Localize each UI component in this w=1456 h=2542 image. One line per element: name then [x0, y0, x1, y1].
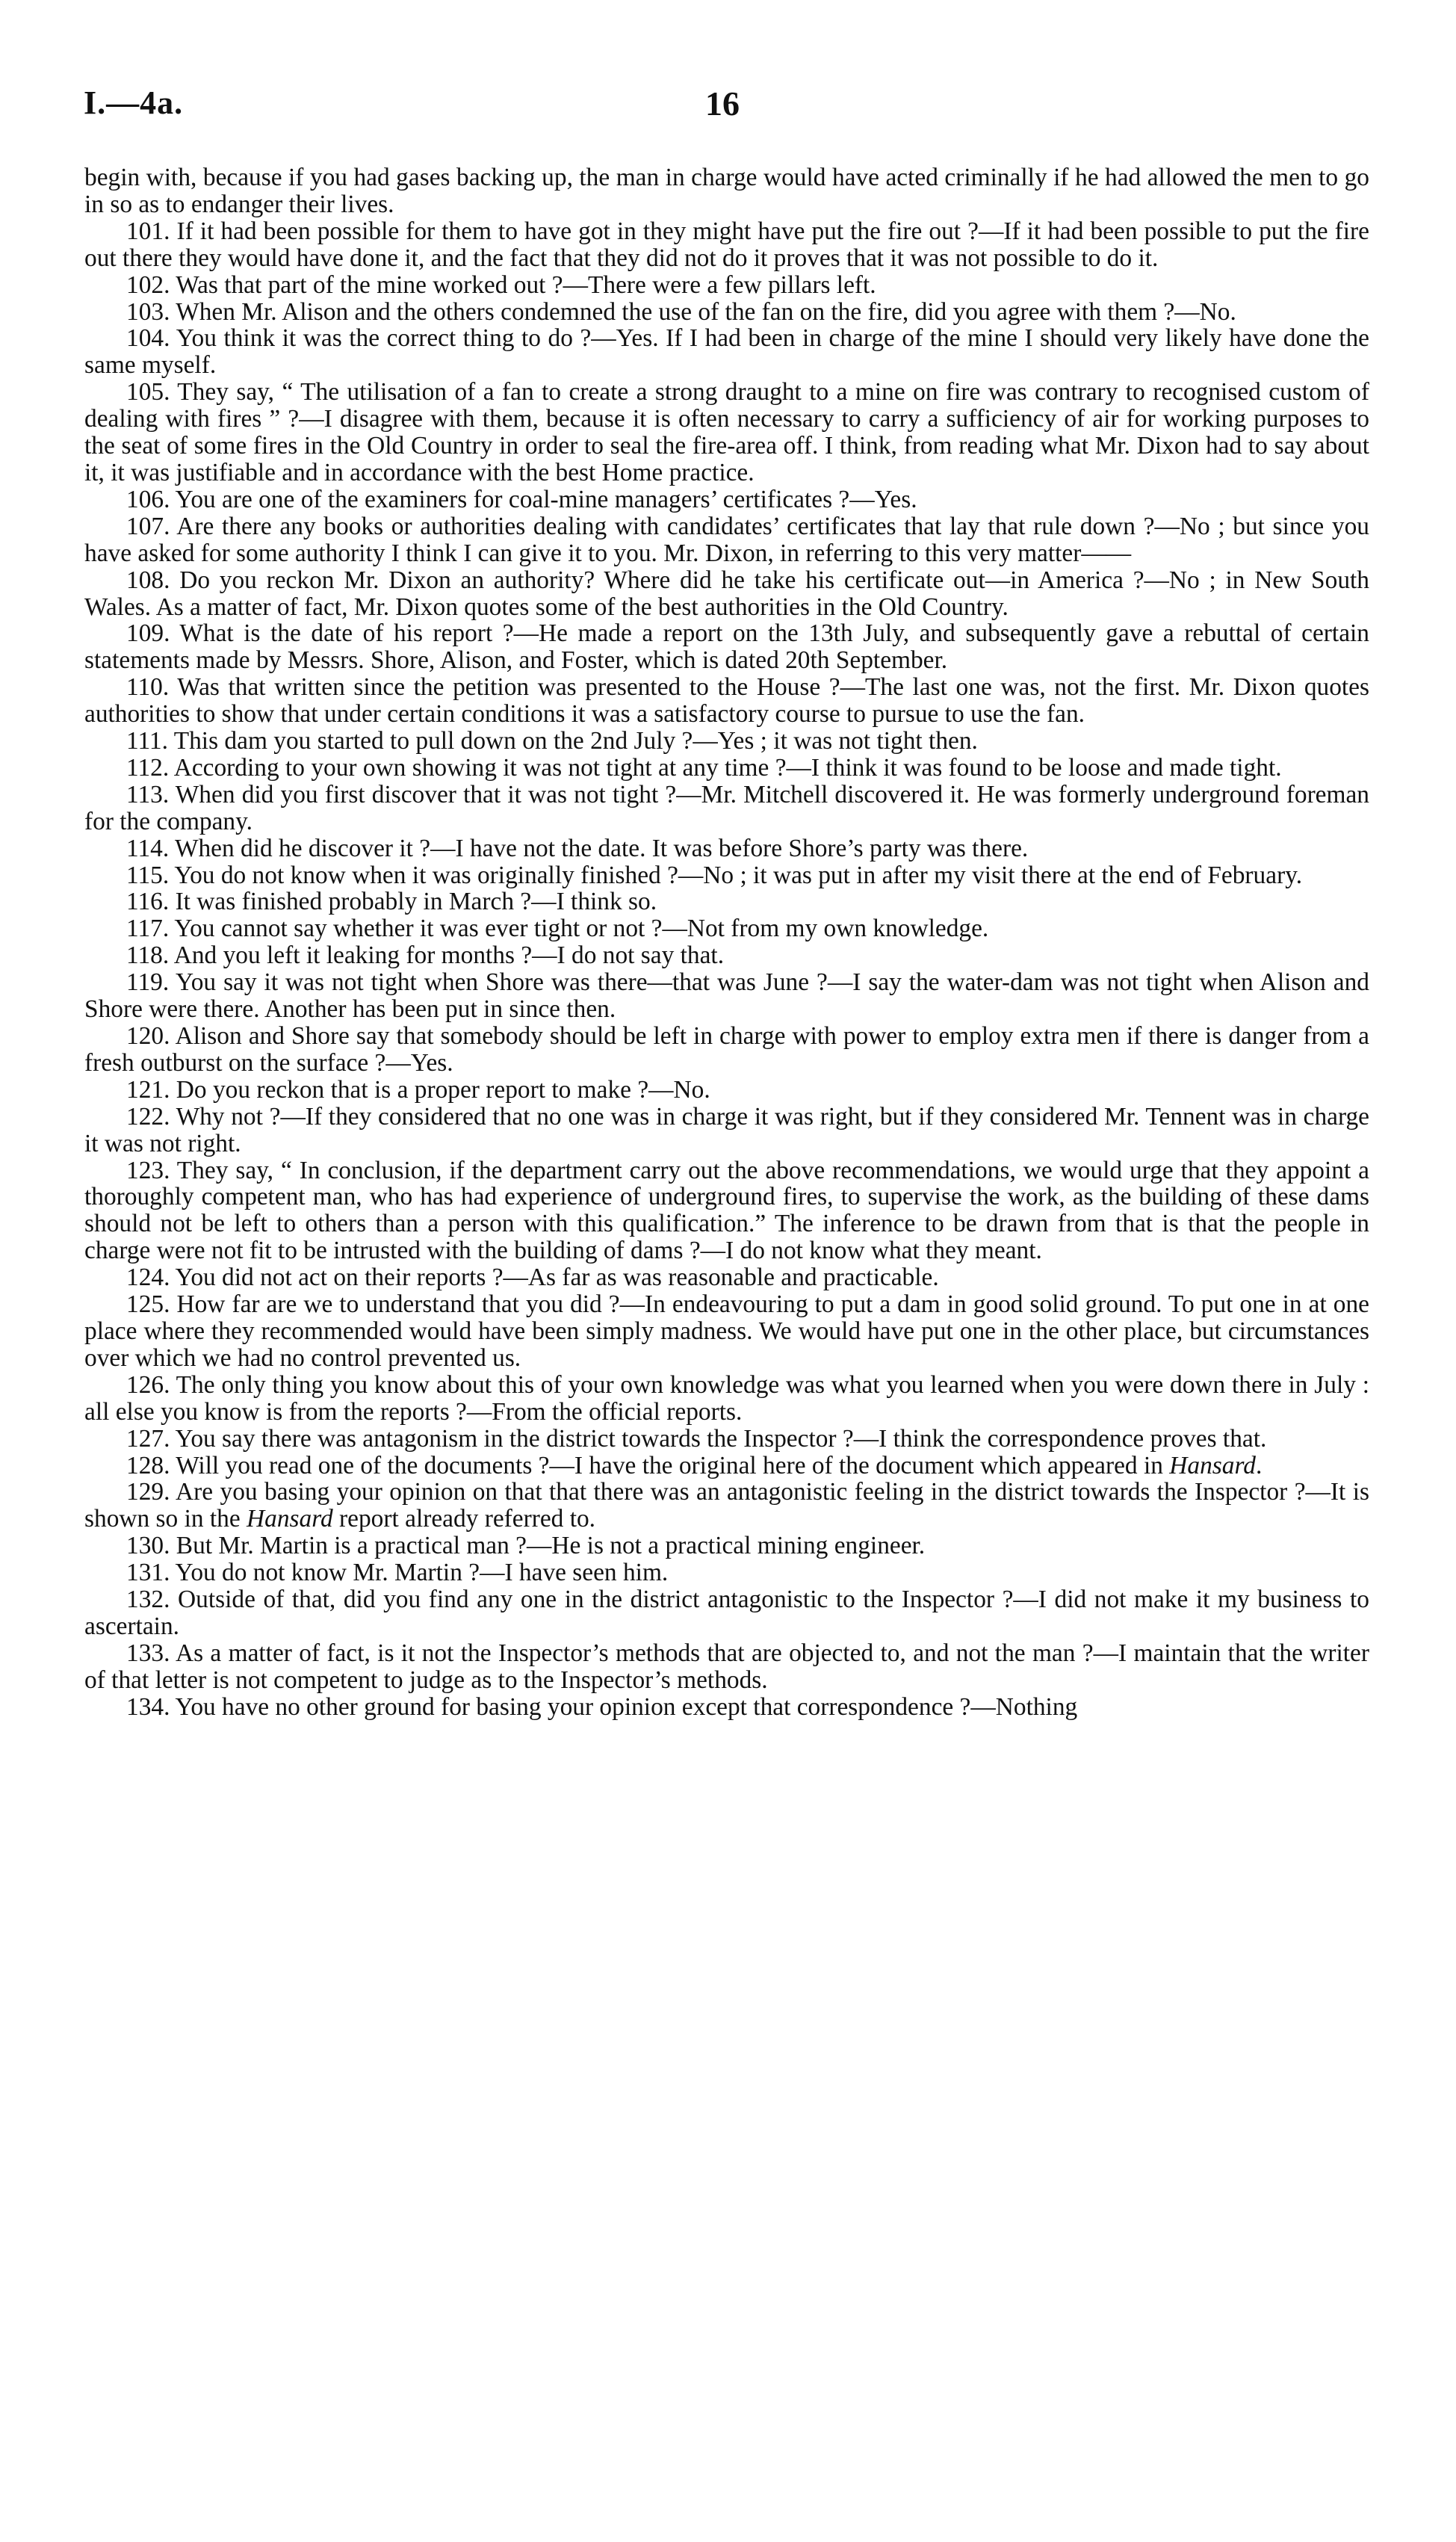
paragraph-text: But Mr. Martin is a practical man ?—He is not a practical mining engineer. [176, 1532, 926, 1560]
question-number: 111. [126, 727, 168, 755]
question-number: 132. [126, 1586, 170, 1614]
paragraph-text: The only thing you know about this of your own knowledge was what you learned when you were down there in July : all else you know is from the reports ?—From the official reports. [84, 1370, 1370, 1426]
paragraph-text: You did not act on their reports ?—As far as was reasonable and practicable. [175, 1264, 939, 1292]
question-number: 121. [126, 1075, 170, 1104]
question-number: 134. [126, 1692, 170, 1721]
paragraph [84, 888, 1369, 915]
paragraph-text: They say, “ The utilisation of a fan to create a strong draught to a mine on fire was contrary to recognised custom of dealing with fires ” ?—I disagree with them, because it is often necessary to carry a sufficiency of air for working purposes to the seat of some fires in the Old Country in order to seal the fire-area off. I think, from reading what Mr. Dixon had to say about it, it was justifiable and in accordance with the best Home practice. [84, 378, 1369, 486]
paragraph-text: Do you reckon Mr. Dixon an authority? Where did he take his certificate out—in America ?—No ; in New South Wales. As a matter of fact, Mr. Dixon quotes some of the best authorities in the Old Country. [84, 566, 1369, 621]
question-number: 102. [126, 270, 170, 299]
question-number: 110. [126, 673, 170, 702]
paragraph-text: Alison and Shore say that somebody should be left in charge with power to employ extra men if there is danger from a fresh outburst on the surface ?—Yes. [84, 1022, 1369, 1077]
question-number: 112. [126, 753, 170, 782]
paragraph-text: You are one of the examiners for coal-mine managers’ certificates ?—Yes. [175, 485, 917, 513]
question-number: 107. [126, 512, 170, 540]
paragraph-text: begin with, because if you had gases backing up, the man in charge would have acted criminally if he had allowed the men to go in so as to endanger their lives. [84, 164, 1369, 218]
paragraph [84, 969, 1369, 1023]
page-number: 16 [705, 84, 740, 123]
question-number: 122. [126, 1102, 170, 1131]
question-number: 113. [126, 780, 170, 808]
paragraph-text: And you left it leaking for months ?—I do not say that. [173, 941, 725, 970]
paragraph [84, 728, 1369, 755]
paragraph [84, 325, 1369, 379]
question-number: 127. [126, 1424, 170, 1453]
paragraph-text: You have no other ground for basing your opinion except that correspondence ?—Nothing [175, 1692, 1078, 1721]
question-number: 124. [126, 1264, 170, 1292]
paragraph [84, 835, 1369, 862]
paragraph [84, 299, 1369, 326]
question-number: 126. [126, 1370, 170, 1399]
paragraph [84, 1291, 1369, 1372]
paragraph-text: It was finished probably in March ?—I think so. [175, 888, 657, 916]
paragraph-text: You think it was the correct thing to do ?—Yes. If I had been in charge of the mine I should very likely have done the same myself. [84, 324, 1369, 380]
question-number: 118. [126, 941, 170, 970]
paragraph [84, 862, 1369, 889]
paragraph [84, 164, 1369, 218]
paragraph [84, 1586, 1369, 1640]
question-number: 105. [126, 378, 170, 406]
paragraph-text: Outside of that, did you find any one in the district antagonistic to the Inspector ?—I did not make it my business to ascertain. [84, 1586, 1369, 1640]
question-number: 109. [126, 619, 170, 648]
paragraph [84, 782, 1369, 835]
paragraph-text: Are there any books or authorities dealing with candidates’ certificates that lay that rule down ?—No ; but since you have asked for some authority I think I can give it to you. Mr. Dixon, in referring to this very matter—— [84, 512, 1369, 567]
question-number: 133. [126, 1639, 170, 1667]
paragraph-text: You say it was not tight when Shore was there—that was June ?—I say the water-dam was not tight when Alison and Shore were there. Another has been put in since then. [84, 968, 1370, 1024]
question-number: 119. [126, 968, 170, 997]
paragraph [84, 1533, 1369, 1559]
paragraph [84, 513, 1369, 567]
paragraph-text: According to your own showing it was not tight at any time ?—I think it was found to be loose and made tight. [173, 753, 1282, 782]
paragraph [84, 272, 1369, 299]
paragraph-text: You do not know Mr. Martin ?—I have seen him. [175, 1559, 669, 1587]
paragraph-text: Was that part of the mine worked out ?—There were a few pillars left. [176, 270, 876, 299]
paragraph [84, 1157, 1369, 1265]
question-number: 117. [126, 915, 170, 943]
paragraph [84, 1023, 1369, 1077]
question-number: 116. [126, 888, 170, 916]
paragraph [84, 1426, 1369, 1453]
paragraph-text: You cannot say whether it was ever tight or not ?—Not from my own knowledge. [174, 915, 989, 943]
paragraph-text: Will you read one of the documents ?—I have the original here of the document which appeared in [176, 1451, 1170, 1479]
paragraph [84, 218, 1369, 272]
question-number: 120. [126, 1022, 170, 1050]
question-number: 115. [126, 861, 170, 889]
paragraph [84, 1264, 1369, 1291]
paragraph-text: How far are we to understand that you did ?—In endeavouring to put a dam in good solid ground. To put one in at one place where they recommended would have been simply madness. We would have put one in the other place, but circumstances over which we had no control prevented us. [84, 1290, 1369, 1372]
paragraph [84, 755, 1369, 782]
paragraph [84, 1479, 1369, 1533]
question-number: 128. [126, 1451, 170, 1479]
document-body [84, 164, 1369, 1721]
paragraph-text: What is the date of his report ?—He made a report on the 13th July, and subsequently gave a rebuttal of certain statements made by Messrs. Shore, Alison, and Foster, which is dated 20th September. [84, 619, 1369, 675]
paragraph [84, 379, 1369, 486]
paragraph [84, 1640, 1369, 1694]
paragraph-text: Do you reckon that is a proper report to make ?—No. [176, 1075, 710, 1104]
paragraph [84, 1559, 1369, 1586]
paragraph-text: When did he discover it ?—I have not the date. It was before Shore’s party was there. [174, 834, 1029, 862]
question-number: 129. [126, 1478, 170, 1506]
paragraph-text: If it had been possible for them to have got in they might have put the fire out ?—If it had been possible to put the fire out there they would have done it, and the fact that they did not do it proves that it was not possible to do it. [84, 217, 1369, 272]
paragraph-text: report already referred to. [332, 1505, 596, 1533]
question-number: 131. [126, 1559, 170, 1587]
document-reference: I.—4a. [84, 84, 184, 121]
paragraph-text: You say there was antagonism in the district towards the Inspector ?—I think the correspondence proves that. [175, 1424, 1267, 1453]
paragraph [84, 1104, 1369, 1157]
paragraph [84, 1694, 1369, 1721]
question-number: 125. [126, 1290, 170, 1319]
paragraph-text: . [1255, 1451, 1263, 1479]
paragraph-text: You do not know when it was originally finished ?—No ; it was put in after my visit there at the end of February. [174, 861, 1303, 889]
paragraph [84, 620, 1369, 674]
paragraph [84, 1372, 1369, 1426]
paragraph-text: This dam you started to pull down on the 2nd July ?—Yes ; it was not tight then. [173, 727, 978, 755]
question-number: 114. [126, 834, 170, 862]
paragraph-text: When Mr. Alison and the others condemned the use of the fan on the fire, did you agree with them ?—No. [176, 297, 1236, 326]
question-number: 106. [126, 485, 170, 513]
question-number: 103. [126, 297, 170, 326]
paragraph [84, 915, 1369, 942]
question-number: 101. [126, 217, 170, 245]
italic-title: Hansard [1169, 1451, 1256, 1479]
paragraph [84, 942, 1369, 969]
question-number: 104. [126, 324, 170, 353]
paragraph [84, 674, 1369, 728]
paragraph [84, 567, 1369, 621]
paragraph [84, 1077, 1369, 1104]
question-number: 108. [126, 566, 170, 594]
paragraph-text: They say, “ In conclusion, if the department carry out the above recommendations, we would urge that they appoint a thoroughly competent man, who has had experience of underground fires, to supervise the work, as the building of these dams should not be left to others than a person with this qualification.” The inference to be drawn from that is that the people in charge were not fit to be intrusted with the building of dams ?—I do not know what they meant. [84, 1156, 1369, 1265]
paragraph-text: When did you first discover that it was not tight ?—Mr. Mitchell discovered it. He was formerly underground foreman for the company. [84, 780, 1369, 835]
question-number: 123. [126, 1156, 170, 1184]
italic-title: Hansard [247, 1505, 333, 1533]
question-number: 130. [126, 1532, 170, 1560]
paragraph [84, 1453, 1369, 1479]
paragraph [84, 486, 1369, 513]
paragraph-text: Was that written since the petition was presented to the House ?—The last one was, not the first. Mr. Dixon quotes authorities to show that under certain conditions it was a satisfactory course to pursue to use the fan. [84, 673, 1369, 729]
paragraph-text: Are you basing your opinion on that that there was an antagonistic feeling in the district towards the Inspector ?—It is shown so in the [84, 1478, 1369, 1533]
paragraph-text: As a matter of fact, is it not the Inspector’s methods that are objected to, and not the man ?—I maintain that the writer of that letter is not competent to judge as to the Inspector’s methods. [84, 1639, 1369, 1694]
paragraph-text: Why not ?—If they considered that no one was in charge it was right, but if they considered Mr. Tennent was in charge it was not right. [84, 1102, 1369, 1157]
